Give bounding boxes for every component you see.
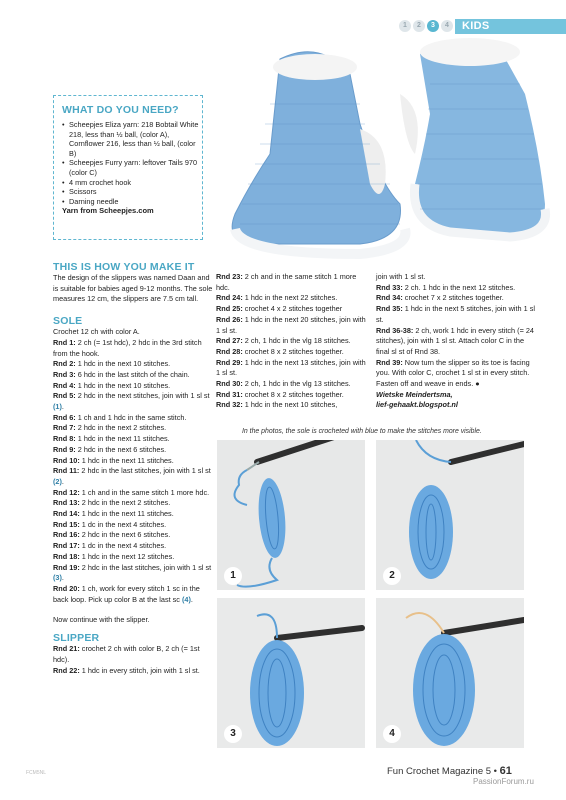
round-label: Rnd 19:: [53, 562, 80, 572]
round-label: Rnd 15:: [53, 519, 80, 529]
pattern-round: [216, 336, 371, 347]
round-end: .: [61, 573, 64, 583]
round-label: Rnd 8:: [53, 434, 76, 444]
materials-box: [53, 95, 203, 240]
round-text: 2 hdc in the next 2 stitches.: [79, 498, 171, 508]
round-text: 1 hdc in the next 11 stitches.: [79, 455, 174, 465]
issue-tabs: [399, 20, 453, 32]
round-label: Rnd 17:: [53, 541, 80, 551]
round-label: Rnd 9:: [53, 444, 76, 454]
round-text: 1 hdc in the next 11 stitches.: [79, 509, 174, 519]
pattern-round: [376, 283, 536, 294]
round-label: Rnd 1:: [53, 337, 76, 347]
round-text: 2 ch. 1 hdc in the next 12 stitches.: [402, 282, 516, 292]
column-2: [216, 272, 371, 411]
round-text: 1 dc in the next 4 stitches.: [79, 519, 167, 529]
pattern-round: [376, 304, 536, 325]
pattern-round: [376, 293, 536, 304]
pattern-round: [53, 423, 213, 434]
round-label: Rnd 4:: [53, 380, 76, 390]
col3-lead: join with 1 sl st.: [376, 272, 426, 281]
round-label: Rnd 31:: [216, 389, 243, 399]
round-text: 1 hdc in the next 5 stitches, join with 1 sl st.: [376, 304, 535, 324]
round-label: Rnd 26:: [216, 314, 243, 324]
step-number: 4: [383, 725, 401, 743]
round-end: .: [190, 594, 193, 604]
pattern-round: [53, 644, 213, 665]
round-text: 1 hdc in the next 20 stitches, join with 1 sl st.: [216, 314, 366, 335]
slipper-title: SLIPPER: [53, 632, 100, 645]
pattern-round: [53, 391, 213, 412]
pattern-round: [216, 400, 371, 411]
round-text: 1 hdc in the next 22 stitches.: [242, 293, 338, 303]
pattern-round: [53, 509, 213, 520]
round-text: 1 ch and in the same stitch 1 more hdc.: [79, 487, 210, 497]
round-label: Rnd 25:: [216, 304, 243, 314]
pattern-round: [216, 347, 371, 358]
watermark: PassionForum.ru: [473, 777, 534, 786]
materials-item: • 4 mm crochet hook: [62, 178, 202, 188]
step-photo-2: [376, 440, 524, 590]
yarn-source: Yarn from Scheepjes.com: [62, 206, 154, 216]
round-text: 1 hdc in the next 13 stitches, join with 1 sl st.: [216, 357, 366, 378]
how-title: THIS IS HOW YOU MAKE IT: [53, 261, 195, 273]
round-label: Rnd 6:: [53, 412, 76, 422]
pattern-round: [53, 466, 213, 487]
pattern-round: [216, 390, 371, 401]
step-photo-4: [376, 598, 524, 748]
sole-title: SOLE: [53, 315, 83, 328]
pattern-round: [216, 304, 371, 315]
designer-blog: lief-gehaakt.blogspot.nl: [376, 400, 458, 410]
round-label: Rnd 14:: [53, 509, 80, 519]
page-number: 61: [499, 765, 512, 777]
round-text: 2 ch, 1 hdc in the vlg 13 stitches.: [242, 379, 351, 389]
pattern-round: [53, 584, 213, 605]
round-label: Rnd 36-38:: [376, 325, 414, 335]
tab-4: 4: [441, 20, 453, 32]
round-label: Rnd 34:: [376, 293, 403, 303]
round-label: Rnd 3:: [53, 369, 76, 379]
round-text: 2 hdc in the next 2 stitches.: [75, 423, 167, 433]
issue-code: FCM5NL: [26, 770, 47, 776]
round-text: 1 hdc in every stitch, join with 1 sl st.: [79, 665, 200, 675]
round-text: crochet 4 x 2 stitches together: [242, 304, 343, 314]
pattern-round: [53, 370, 213, 381]
pattern-round: [216, 358, 371, 379]
sole-rounds: [53, 338, 213, 606]
column-3: [376, 272, 536, 411]
pattern-round: [53, 381, 213, 392]
round-text: 1 hdc in the next 10 stitches.: [75, 359, 171, 369]
photo-reference: (2): [53, 476, 62, 486]
sole-intro: Crochet 12 ch with color A.: [53, 327, 140, 337]
round-label: Rnd 13:: [53, 498, 80, 508]
round-text: 2 ch and in the same stitch 1 more hdc.: [216, 272, 357, 292]
designer-name: Wietske Meindertsma,: [376, 389, 453, 399]
round-text: 2 hdc in the next 6 stitches.: [79, 530, 171, 540]
pattern-round: [53, 552, 213, 563]
pattern-round: [53, 530, 213, 541]
pattern-round: [53, 338, 213, 359]
round-text: 2 hdc in the next stitches, join with 1 sl st: [75, 391, 210, 401]
photo-caption: In the photos, the sole is crocheted with blue to make the stitches more visible.: [242, 428, 482, 435]
step-number: 1: [224, 567, 242, 585]
step-number: 3: [224, 725, 242, 743]
pattern-round: [53, 434, 213, 445]
materials-item: • Scissors: [62, 187, 202, 197]
round-text: 1 hdc in the next 11 stitches.: [75, 434, 170, 444]
round-label: Rnd 5:: [53, 391, 76, 401]
photo-reference: (4): [181, 594, 191, 604]
round-label: Rnd 21:: [53, 644, 80, 654]
photo-reference: (3): [53, 573, 62, 583]
pattern-round: [53, 456, 213, 467]
round-text: 2 ch, work 1 hdc in every stitch (= 24 stitches), join with 1 sl st. Attach color C in the final sl st of Rnd 38.: [376, 325, 534, 356]
round-text: 2 ch (= 1st hdc), 2 hdc in the 3rd stitch from the hook.: [53, 337, 202, 358]
pattern-round: [376, 326, 536, 358]
col3-rounds: [376, 283, 536, 390]
pattern-round: [53, 563, 213, 584]
round-label: Rnd 23:: [216, 272, 243, 281]
tab-1: 1: [399, 20, 411, 32]
round-label: Rnd 20:: [53, 583, 80, 593]
pattern-round: [216, 379, 371, 390]
round-label: Rnd 35:: [376, 304, 403, 314]
step-number: 2: [383, 567, 401, 585]
pattern-round: [53, 445, 213, 456]
round-text: 6 hdc in the last stitch of the chain.: [75, 369, 190, 379]
round-text: 1 hdc in the next 12 stitches.: [79, 551, 175, 561]
pattern-round: [376, 358, 536, 390]
pattern-round: [53, 498, 213, 509]
round-label: Rnd 30:: [216, 379, 243, 389]
slippers-photo: [210, 34, 566, 262]
round-text: crochet 8 x 2 stitches together.: [242, 346, 344, 356]
round-label: Rnd 24:: [216, 293, 243, 303]
round-text: 2 ch, 1 hdc in the vlg 18 stitches.: [242, 336, 351, 346]
round-end: .: [61, 476, 64, 486]
materials-title: WHAT DO YOU NEED?: [62, 104, 179, 116]
pattern-round: [216, 315, 371, 336]
pattern-round: [53, 413, 213, 424]
round-label: Rnd 16:: [53, 530, 80, 540]
round-label: Rnd 10:: [53, 455, 80, 465]
photo-reference: (1): [53, 402, 62, 412]
round-text: 2 hdc in the next 6 stitches.: [75, 444, 167, 454]
pattern-round: [53, 666, 213, 677]
materials-item: • Scheepjes Furry yarn: leftover Tails 970 (color C): [62, 158, 202, 177]
step-photo-3: [217, 598, 365, 748]
pattern-round: [53, 359, 213, 370]
pattern-round: [53, 541, 213, 552]
round-label: Rnd 12:: [53, 487, 80, 497]
pattern-round: [53, 520, 213, 531]
round-text: 1 hdc in the next 10 stitches,: [242, 400, 338, 410]
section-label: KIDS: [455, 19, 566, 34]
pattern-round: [216, 272, 371, 293]
round-text: 2 hdc in the last stitches, join with 1 sl st: [79, 466, 211, 476]
round-label: Rnd 28:: [216, 346, 243, 356]
sole-outro: Now continue with the slipper.: [53, 615, 150, 625]
round-text: 1 dc in the next 4 stitches.: [79, 541, 167, 551]
pattern-round: [216, 293, 371, 304]
round-label: Rnd 32:: [216, 400, 243, 410]
round-end: .: [61, 402, 64, 412]
round-text: 1 hdc in the next 10 stitches.: [75, 380, 171, 390]
round-label: Rnd 7:: [53, 423, 76, 433]
round-text: Now turn the slipper so its toe is facing you. With color C, crochet 1 sl st in every stitch. Fasten off and weave in ends. ●: [376, 357, 530, 389]
round-label: Rnd 18:: [53, 551, 80, 561]
step-photo-1: [217, 440, 365, 590]
round-label: Rnd 39:: [376, 357, 403, 367]
round-label: Rnd 29:: [216, 357, 243, 367]
materials-item: • Darning needle: [62, 197, 202, 207]
pattern-round: [53, 488, 213, 499]
round-text: crochet 8 x 2 stitches together.: [242, 389, 344, 399]
round-label: Rnd 33:: [376, 282, 403, 292]
how-text: The design of the slippers was named Daan and is suitable for babies aged 9-12 months. The sole measures 12 cm, the slippers are 7.5 cm tall.: [53, 273, 213, 304]
materials-item: • Scheepjes Eliza yarn: 218 Bobtail White 218, less than ½ ball, (color A), Cornflower 216, less than ½ ball, (color B): [62, 120, 202, 158]
round-text: 2 hdc in the last stitches, join with 1 sl st: [79, 562, 212, 572]
round-label: Rnd 11:: [53, 466, 80, 476]
round-label: Rnd 22:: [53, 665, 80, 675]
magazine-name: Fun Crochet Magazine 5: [387, 766, 492, 777]
column-1: [53, 261, 213, 676]
round-text: 1 ch, work for every stitch 1 sc in the back loop. Pick up color B at the last sc: [53, 583, 200, 604]
round-label: Rnd 2:: [53, 359, 76, 369]
tab-3: 3: [427, 20, 439, 32]
round-text: crochet 7 x 2 stitches together.: [402, 293, 504, 303]
tab-2: 2: [413, 20, 425, 32]
page-footer: [387, 765, 512, 777]
footer-separator: •: [493, 766, 497, 777]
round-text: 1 ch and 1 hdc in the same stitch.: [75, 412, 187, 422]
materials-list: [62, 120, 202, 206]
round-label: Rnd 27:: [216, 336, 243, 346]
round-text: crochet 2 ch with color B, 2 ch (= 1st hdc).: [53, 644, 200, 664]
slipper-rounds: [53, 644, 213, 676]
col2-rounds: [216, 272, 371, 411]
